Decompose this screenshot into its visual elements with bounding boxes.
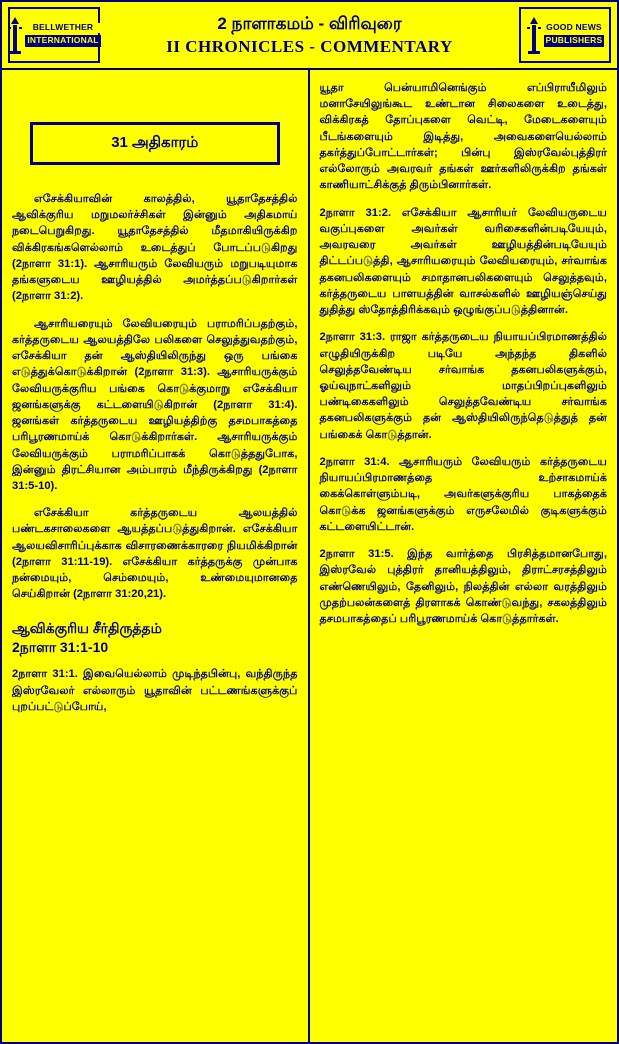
commentary-paragraph: எசேக்கியாவின் காலத்தில், யூதாதேசத்தில் ஆவிக்குரிய மறுமலர்ச்சிகள் இன்னும் அதிகமாய் நடைபெறுகிறது. யூதாதேசத்தில் மீதமாகியிருக்கிற விக்கிரகங்களெல்லாம் உடைத்துப் போடப்படுகிறது (2நாளா 31:1). ஆசாரியரும் லேவியரும் மறுபடியுமாக தங்களுடைய ஊழியத்தில் அமர்த்தப்படுகிறார்கள் (2நாளா 31:2). (12, 193, 298, 303)
section-heading (12, 619, 298, 657)
logo-line-1: BELLWETHER (25, 23, 100, 33)
body-columns (2, 70, 617, 1042)
verse-paragraph: 2நாளா 31:3. ராஜா கர்த்தருடைய நியாயப்பிரமாணத்தில் எழுதியிருக்கிற படியே அந்தந்த திகளில் செலுத்தவேண்டிய சர்வாங்க தகனபலிகளுக்கும், ஓய்வுநாட்களிலும் மாதப்பிறப்புகளிலும் பண்டிகைகளிலும் செலுத்தவேண்டிய சர்வாங்க தகனபலிகளுக்கும் தன் ஆஸ்தியிலிருந்தெடுத்துத் தன் பங்கைக் கொடுத்தான். (319, 331, 607, 441)
page-title-english: II CHRONICLES - COMMENTARY (166, 37, 453, 57)
commentary-paragraph: ஆசாரியரையும் லேவியரையும் பராமரிப்பதற்கும், கர்த்தருடைய ஆலயத்திலே பலிகளை செலுத்துவதற்கும், எசேக்கியா தன் ஆஸ்தியிலிருந்து ஒரு பங்கை எடுத்துக்கொடுக்கிறான் (2நாளா 31:3). ஆசாரியருக்கும் லேவியருக்குரிய பங்கை கொடுக்குமாறு எசேக்கியா ஜனங்களுக்கு கட்டளையிடுகிறான் (2நாளா 31:4). ஜனங்கள் கர்த்தருடைய ஊழியத்திற்கு தசமபாகத்தை பரிபூரணமாய்க் கொடுக்கிறார்கள். ஆசாரியருக்கும் லேவியருக்கும் பராமரிப்பாகக் கொடுத்ததுபோக, இன்னும் திரட்சியான அம்பாரம் மீந்திருக்கிறது (2நாளா 31:5-10). (12, 317, 298, 492)
bellwether-international-logo (8, 7, 100, 63)
torch-emblem-svg (7, 15, 23, 55)
commentary-paragraph: எசேக்கியா கர்த்தருடைய ஆலயத்தில் பண்டகசாலைகளை ஆயத்தப்படுத்துகிறான். எசேக்கியா ஆலயவிசாரிப்புக்காக விசாரணைக்காரரை நியமிக்கிறான் (2நாளா 31:11-19). எசேக்கியா கர்த்தருக்கு முன்பாக நன்மையும், செம்மையும், உண்மையுமானதை செய்கிறான் (2நாளா 31:20,21). (12, 507, 298, 601)
verse-paragraph: யூதா பென்யாமினெங்கும் எப்பிராயீமிலும் மனாசேயிலுங்கூட உண்டான சிலைகளை உடைத்து, விக்கிரகத் தோப்புகளை வெட்டி, மேடைகளையும் பீடங்களையும் இடித்து, அவைகளையெல்லாம் தகர்த்துப்போட்டார்கள்; பின்பு இஸ்ரவேல்புத்திரர் எல்லோரும் அவரவர் தங்கள் ஊர்களிலிருக்கிற தங்கள் காணியாட்சிக்குத் திரும்பினார்கள். (319, 82, 607, 192)
left-column (2, 70, 310, 1042)
section-heading-title: ஆவிக்குரிய சீர்திருத்தம் (12, 619, 162, 636)
torch-emblem-svg (526, 15, 542, 55)
section-heading-reference: 2நாளா 31:1-10 (12, 638, 109, 655)
verse-paragraph: 2நாளா 31:5. இந்த வார்த்தை பிரசித்தமானபோது, இஸ்ரவேல் புத்திரர் தானியத்திலும், திராட்சரசத்திலும் எண்ணெயிலும், தேனிலும், நிலத்தின் எல்லா வரத்திலும் முதற்பலன்களைத் திரளாகக் கொண்டுவந்து, சகலத்திலும் தசமபாகத்தைப் பரிபூரணமாய்க் கொடுத்தார்கள். (319, 548, 607, 626)
verse-paragraph: 2நாளா 31:4. ஆசாரியரும் லேவியரும் கர்த்தருடைய நியாயப்பிரமாணத்தை உற்சாகமாய்க் கைக்கொள்ளும்படி, அவர்களுக்குரிய பாகத்தைக் கொடுக்க ஜனங்களுக்கும் எருசலேமில் குடிகளுக்கும் கட்டளையிட்டான். (319, 455, 607, 533)
verse-paragraph: 2நாளா 31:2. எசேக்கியா ஆசாரியர் லேவியருடைய வகுப்புகளை அவர்கள் வரிசைகளின்படியேயும், அவரவரை அவர்கள் ஊழியத்தின்படியேயும் திட்டப்படுத்தி, ஆசாரியரையும் லேவியரையும், சர்வாங்க தகனபலிகளையும் சமாதானபலிகளையும் செலுத்தவும், கர்த்தருடைய பாளயத்தின் வாசல்களில் ஊழியஞ்செய்து துதித்து ஸ்தோத்திரிக்கவும் ஒழுங்குப்படுத்தினான். (319, 206, 607, 317)
good-news-publishers-logo (519, 7, 611, 63)
chapter-label: 31 அதிகாரம் (111, 134, 199, 151)
logo-line-2: INTERNATIONAL (27, 35, 99, 45)
right-column (310, 70, 618, 1042)
torch-emblem-icon (7, 15, 23, 55)
torch-emblem-icon (526, 15, 542, 55)
page-title-block (100, 2, 519, 68)
page-header (2, 2, 617, 70)
logo-line-2: PUBLISHERS (545, 35, 603, 45)
verse-paragraph: 2நாளா 31:1. இவையெல்லாம் முடிந்தபின்பு, வந்திருந்த இஸ்ரவேலர் எல்லாரும் யூதாவின் பட்டணங்களுக்குப் புறப்பட்டுப்போய், (12, 668, 298, 713)
page-title-tamil: 2 நாளாகமம் - விரிவுரை (217, 13, 402, 33)
chapter-heading-box (30, 122, 280, 165)
logo-line-1: GOOD NEWS (544, 23, 605, 33)
